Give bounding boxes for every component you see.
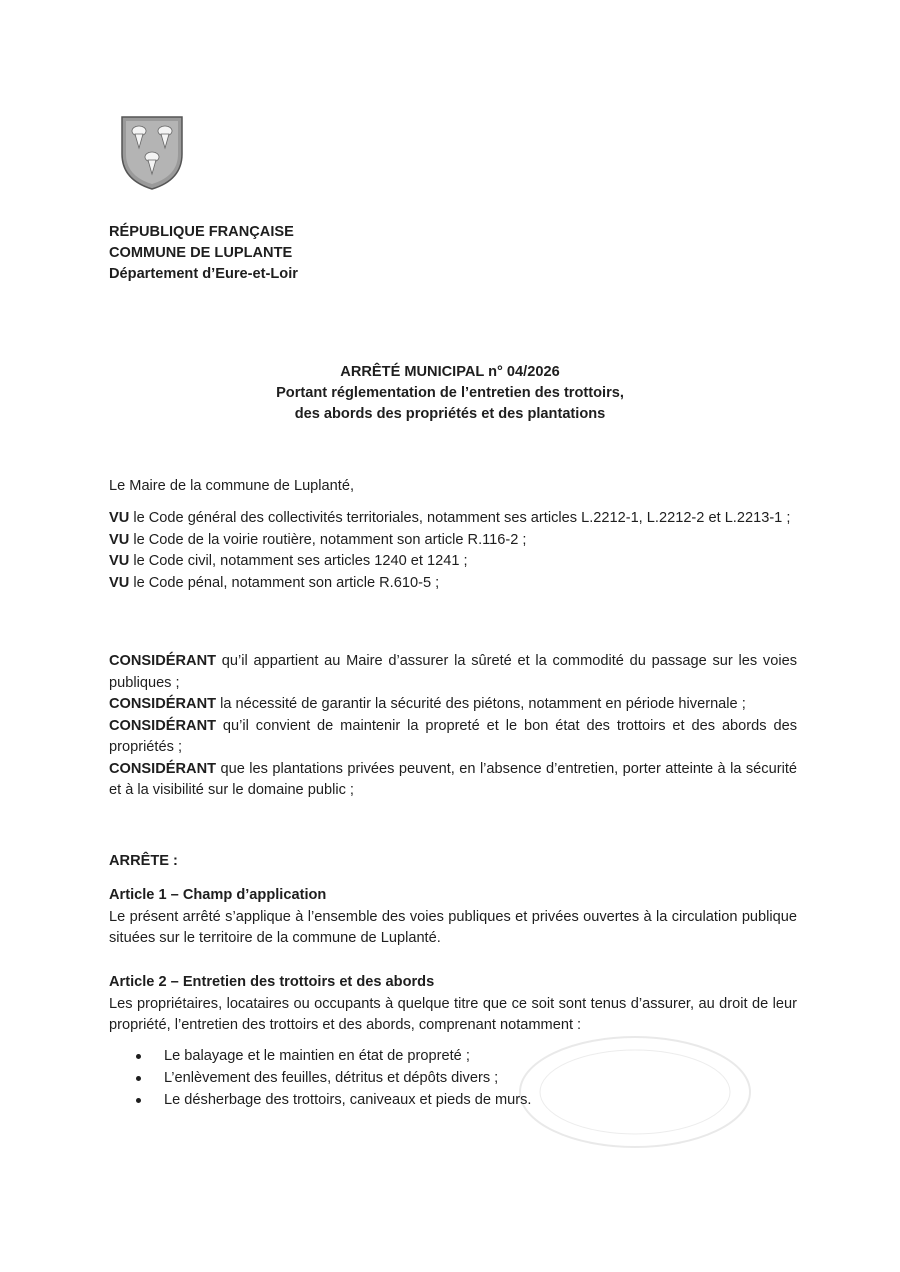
decree-subject-line2: des abords des propriétés et des plantations	[294, 406, 606, 422]
article-1-text: Le présent arrêté s’applique à l’ensemble des voies publiques et privées ouvertes à la circulation publique situées sur le territoire de la commune de Luplanté.	[109, 908, 797, 946]
header-commune: COMMUNE DE LUPLANTE	[109, 245, 293, 261]
header-department: Département d’Eure-et-Loir	[109, 266, 298, 282]
article-2-title: Article 2 – Entretien des trottoirs et des abords	[109, 974, 435, 990]
decree-title	[150, 362, 750, 425]
considerant-line: CONSIDÉRANT que les plantations privées peuvent, en l’absence d’entretien, porter atteinte à la sécurité et à la visibilité sur le domaine public ;	[109, 760, 797, 798]
vu-line: VU le Code civil, notamment ses articles 1240 et 1241 ;	[109, 553, 468, 569]
municipal-coat-of-arms-icon	[119, 114, 185, 192]
bullet-icon	[136, 1076, 141, 1081]
list-item: Le désherbage des trottoirs, caniveaux et pieds de murs.	[109, 1089, 797, 1111]
arrete-heading: ARRÊTE :	[109, 853, 178, 869]
considerant-line: CONSIDÉRANT qu’il appartient au Maire d’assurer la sûreté et la commodité du passage sur les voies publiques ;	[109, 653, 797, 691]
article-1	[109, 885, 797, 950]
bullet-icon	[136, 1054, 141, 1059]
article-1-title: Article 1 – Champ d’application	[109, 887, 327, 903]
decree-number: ARRÊTÉ MUNICIPAL n° 04/2026	[340, 364, 560, 380]
header-republic: RÉPUBLIQUE FRANÇAISE	[109, 224, 294, 240]
intro-paragraph: Le Maire de la commune de Luplanté,	[109, 478, 355, 494]
list-item: L’enlèvement des feuilles, détritus et dépôts divers ;	[109, 1067, 797, 1089]
issuer-header	[109, 222, 298, 285]
considerant-line: CONSIDÉRANT la nécessité de garantir la sécurité des piétons, notamment en période hivernale ;	[109, 696, 746, 712]
vu-line: VU le Code de la voirie routière, notamment son article R.116-2 ;	[109, 531, 527, 548]
bullet-icon	[136, 1098, 141, 1103]
article-2-list	[109, 1045, 797, 1111]
vu-section	[109, 508, 797, 594]
vu-line: VU le Code pénal, notamment son article R.610-5 ;	[109, 574, 440, 591]
considerant-line: CONSIDÉRANT qu’il convient de maintenir la propreté et le bon état des trottoirs et des abords des propriétés ;	[109, 717, 797, 755]
article-2	[109, 972, 797, 1111]
vu-line: VU le Code général des collectivités territoriales, notamment ses articles L.2212-1, L.2212-2 et L.2213-1 ;	[109, 510, 791, 526]
list-item: Le balayage et le maintien en état de propreté ;	[109, 1045, 797, 1067]
considerant-section	[109, 651, 797, 802]
decree-subject-line1: Portant réglementation de l’entretien des trottoirs,	[276, 385, 624, 401]
article-2-text: Les propriétaires, locataires ou occupants à quelque titre que ce soit sont tenus d’assurer, au droit de leur propriété, l’entretien des trottoirs et des abords, comprenant notamment :	[109, 995, 797, 1033]
